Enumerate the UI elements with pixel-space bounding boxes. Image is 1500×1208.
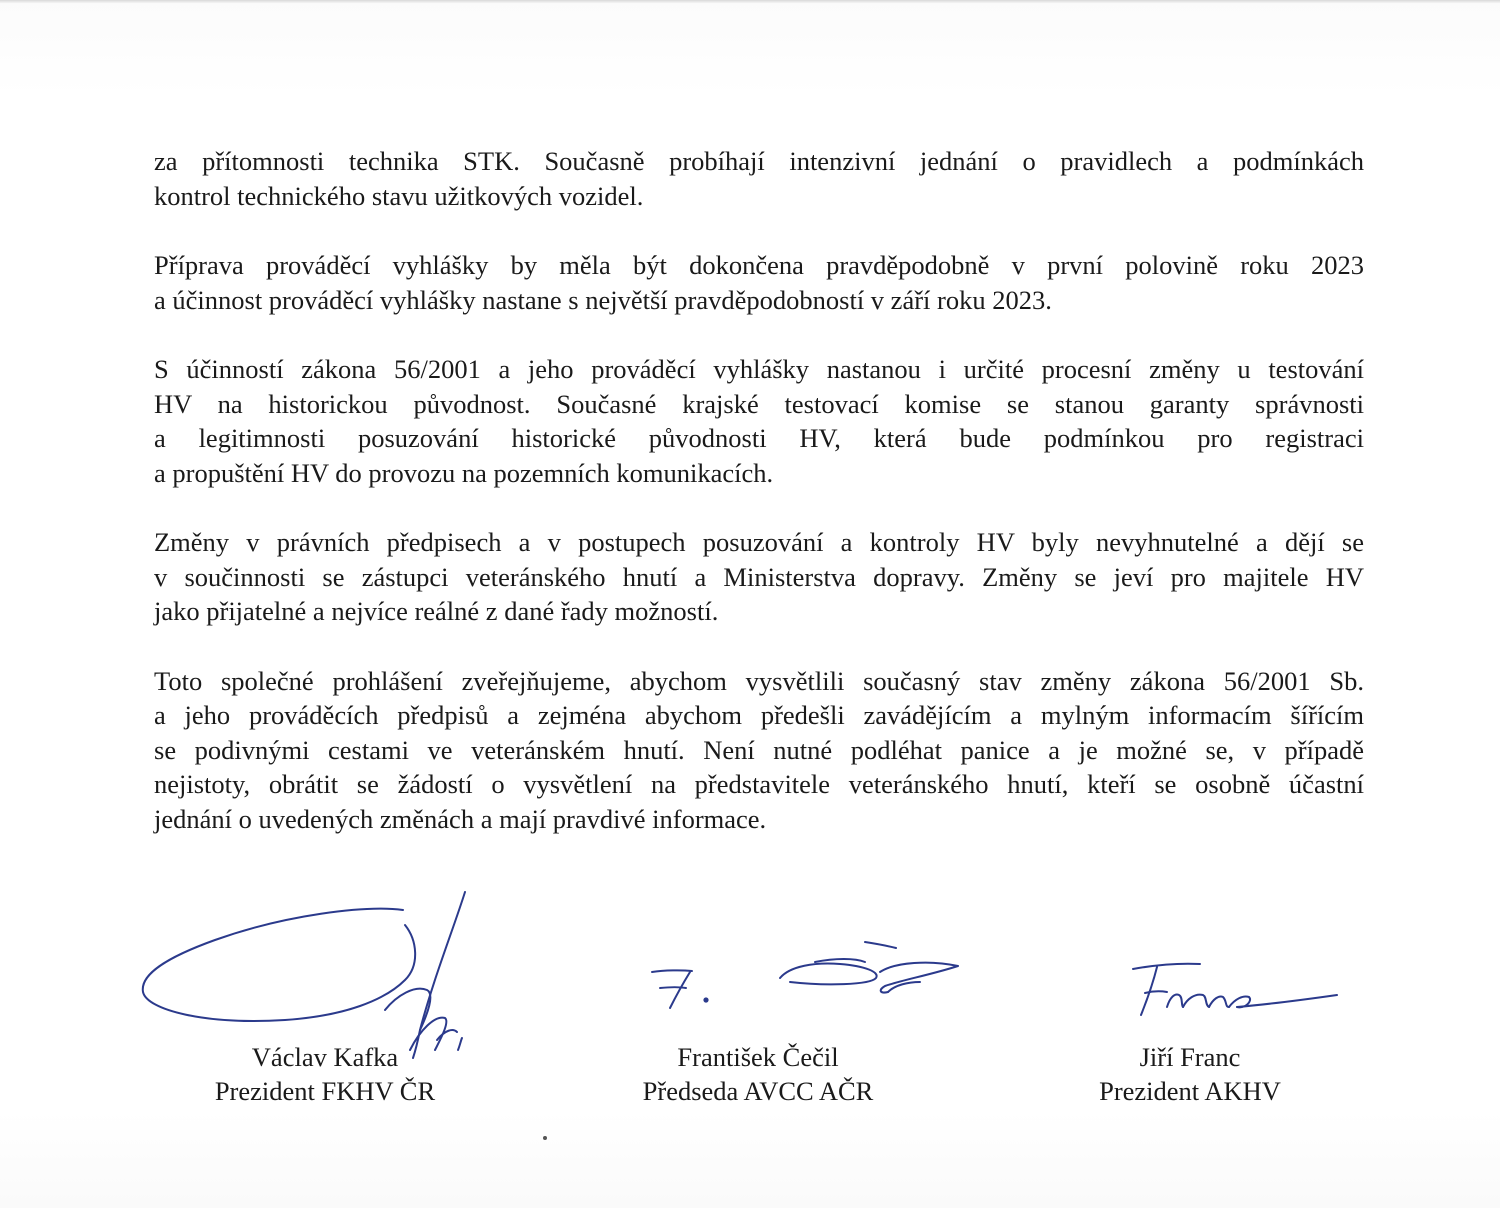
text-line: Příprava prováděcí vyhlášky by měla být dokončena pravděpodobně v první polovině roku 2023 <box>154 250 1364 280</box>
text-line: jednání o uvedených změnách a mají pravdivé informace. <box>154 803 767 834</box>
paragraph-1 <box>154 144 1364 213</box>
signatories-block <box>0 1040 1500 1120</box>
page-top-edge <box>0 0 1500 4</box>
signatory-title: Prezident FKHV ČR <box>214 1076 436 1106</box>
text-line: HV na historickou původnost. Současné krajské testovací komise se stanou garanty správnosti <box>154 388 1364 419</box>
signature-cecil <box>640 930 980 1020</box>
text-line: se podivnými cestami ve veteránském hnutí. Není nutné podléhat panice a je možné se, v případě <box>154 734 1364 765</box>
paragraph-4 <box>154 525 1364 629</box>
text-line: a legitimnosti posuzování historické původnosti HV, která bude podmínkou pro registraci <box>154 423 1364 453</box>
signatory-title: Předseda AVCC AČR <box>642 1076 874 1106</box>
signatory-3 <box>1010 1040 1370 1108</box>
signatory-name: Václav Kafka <box>251 1042 399 1072</box>
signatory-2 <box>578 1040 938 1108</box>
signatory-name: František Čečil <box>677 1042 839 1072</box>
text-line: kontrol technického stavu užitkových vozidel. <box>154 180 644 211</box>
signatory-title: Prezident AKHV <box>1099 1076 1281 1106</box>
paragraph-5 <box>154 664 1364 837</box>
paragraph-2 <box>154 248 1364 317</box>
paragraph-3 <box>154 352 1364 490</box>
text-line: nejistoty, obrátit se žádostí o vysvětlení na představitele veteránského hnutí, kteří se osobně účastní <box>154 769 1364 799</box>
text-line: v součinnosti se zástupci veteránského hnutí a Ministerstva dopravy. Změny se jeví pro majitele HV <box>154 561 1364 592</box>
text-line: Změny v právních předpisech a v postupech posuzování a kontroly HV byly nevyhnutelné a dějí se <box>154 527 1364 557</box>
text-line: za přítomnosti technika STK. Současně probíhají intenzivní jednání o pravidlech a podmínkách <box>154 146 1364 176</box>
stray-dot <box>543 1136 547 1140</box>
text-line: a jeho prováděcích předpisů a zejména abychom předešli zavádějícím a mylným informacím šířícím <box>154 700 1364 730</box>
signatory-1 <box>145 1040 505 1108</box>
signature-franc <box>1125 955 1355 1030</box>
text-line: a účinnost prováděcí vyhlášky nastane s největší pravděpodobností v září roku 2023. <box>154 284 1052 315</box>
document-body <box>154 144 1364 871</box>
signatory-name: Jiří Franc <box>1139 1042 1241 1072</box>
text-line: jako přijatelné a nejvíce reálné z dané řady možností. <box>154 596 719 626</box>
text-line: Toto společné prohlášení zveřejňujeme, abychom vysvětlili současný stav změny zákona 56/2001 Sb. <box>154 665 1364 696</box>
text-line: S účinností zákona 56/2001 a jeho prováděcí vyhlášky nastanou i určité procesní změny u testování <box>154 354 1364 384</box>
text-line: a propuštění HV do provozu na pozemních komunikacích. <box>154 457 774 488</box>
